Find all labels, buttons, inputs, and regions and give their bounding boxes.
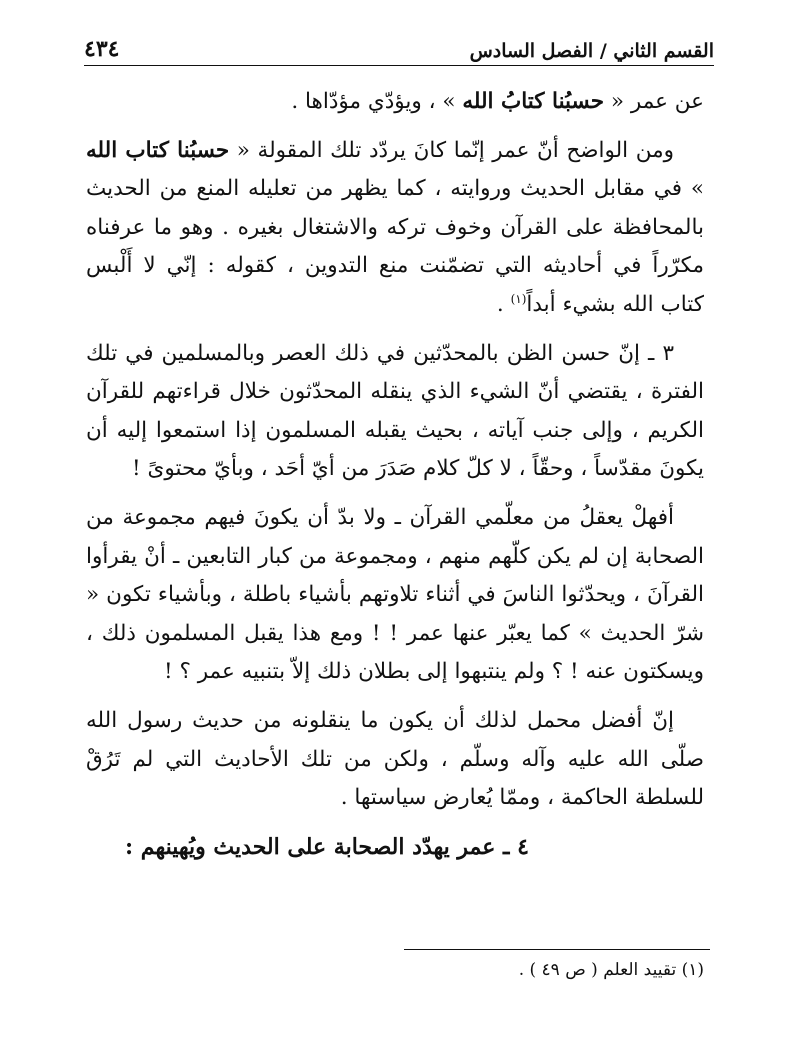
footnote-reference[interactable]: (١): [510, 291, 527, 306]
running-header: [84, 22, 714, 62]
header-title: القسم الثاني / الفصل السادس: [469, 40, 714, 62]
paragraph-2: [86, 132, 704, 325]
footnote: (١) تقييد العلم ( ص ٤٩ ) .: [518, 960, 704, 980]
paragraph-1: [86, 83, 704, 122]
paragraph-4: أفهلْ يعقلُ من معلّمي القرآن ـ ولا بدّ أن يكونَ فيهم مجموعة من الصحابة إن لم يكن كلّهم منهم ، ومجموعة من كبار التابعين ـ أنْ يقرأوا القرآنَ ، ويحدّثوا الناسَ في أثناء تلاوتهم بأشياء باطلة ، وبأشياء تكون « شرّ الحديث » كما يعبّر عنها عمر ! ! ومع هذا يقبل المسلمون ذلك ، ويسكتون عنه ! ؟ ولم ينتبهوا إلى بطلان ذلك إلاّ بتنبيه عمر ؟ !: [86, 504, 704, 685]
paragraph-2-tail: » في مقابل الحديث وروايته ، كما يظهر من تعليله المنع من الحديث بالمحافظة على القرآن وخوف تركه والاشتغال بغيره . وهو ما عرفناه مكرّراً في أحاديثه التي تضمّنت منع التدوين ، كقوله : إنّي لا أَلْبس كتاب الله بشيء أبداً: [86, 176, 704, 317]
paragraph-5: إنّ أفضل محمل لذلك أن يكون ما ينقلونه من حديث رسول الله صلّى الله عليه وآله وسلّم ، ولكن من تلك الأحاديث التي لم تَرُقْ للسلطة الحاكمة ، وممّا يُعارض سياستها .: [86, 707, 704, 811]
paragraph-2-end: .: [496, 291, 511, 317]
paragraph-1-text: عن عمر «: [604, 89, 704, 114]
paragraph-1-tail: » ، ويؤدّي مؤدّاها .: [291, 89, 463, 114]
quote-hasbuna-2: حسبُنا كتاب الله: [86, 137, 230, 163]
body-text: [86, 83, 704, 876]
header-rule: [84, 65, 714, 66]
quote-hasbuna: حسبُنا كتابُ الله: [462, 89, 605, 114]
footnote-rule: [404, 949, 710, 950]
paragraph-2-text: ومن الواضح أنّ عمر إنّما كانَ يردّد تلك المقولة «: [229, 137, 674, 163]
section-heading: ٤ ـ عمر يهدّد الصحابة على الحديث ويُهينهم :: [125, 833, 529, 860]
paragraph-3: ٣ ـ إنّ حسن الظن بالمحدّثين في ذلك العصر وبالمسلمين في تلك الفترة ، يقتضي أنّ الشيء الذي ينقله المحدّثون خلال قراءتهم للقرآن الكريم ، وإلى جنب آياته ، بحيث يقبله المسلمون إذا استمعوا إليه أن يكونَ مقدّساً ، وحقّاً ، لا كلّ كلام صَدَرَ من أيّ أحَد ، وبأيّ محتوىً !: [86, 340, 704, 482]
page-number: ٤٣٤: [84, 36, 120, 62]
